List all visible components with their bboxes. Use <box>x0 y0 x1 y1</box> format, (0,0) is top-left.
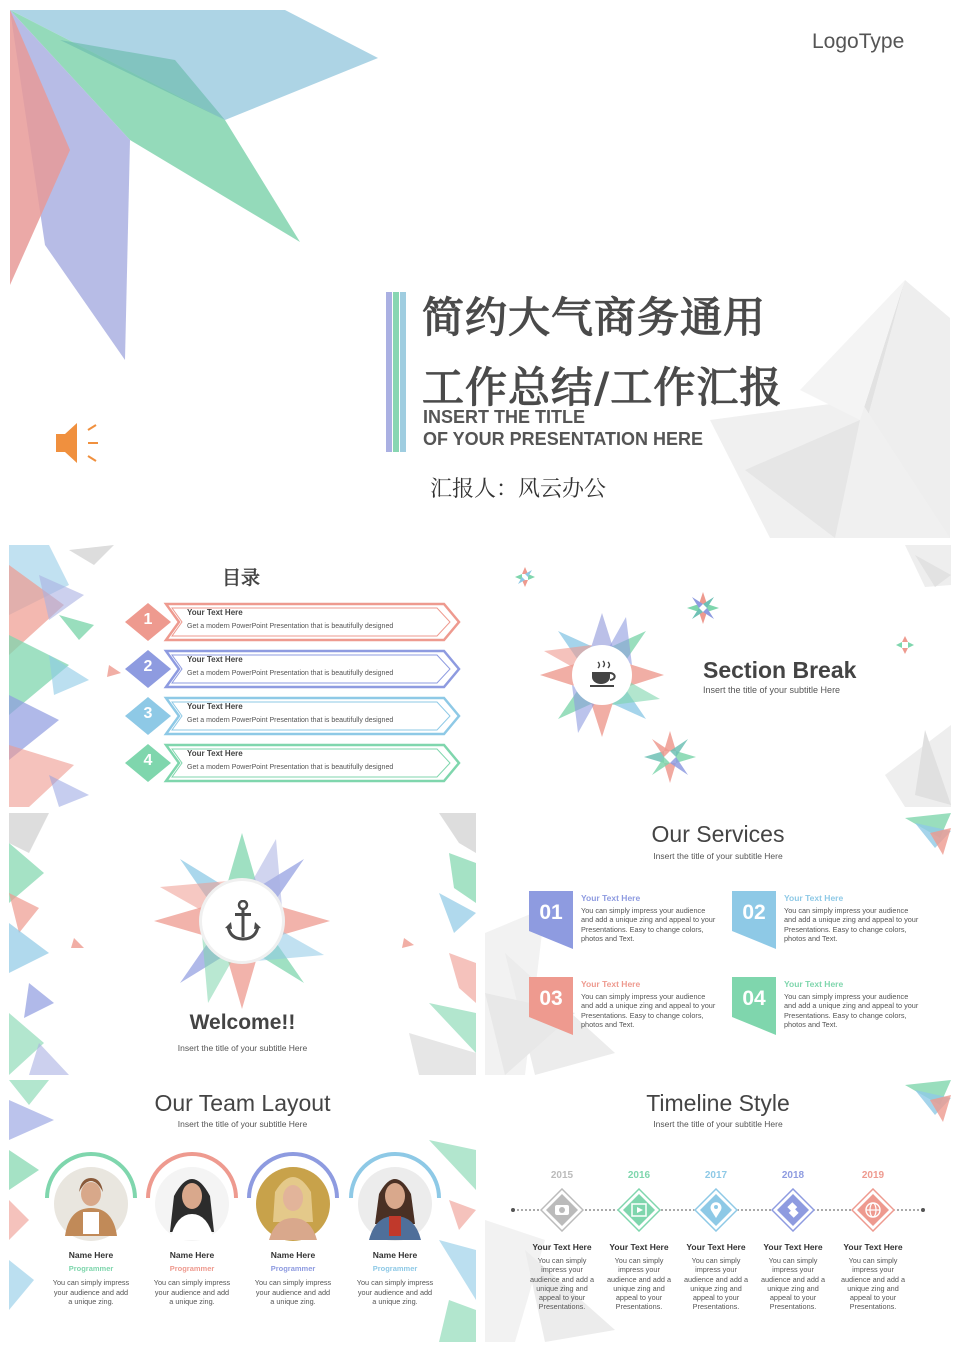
globe-icon <box>851 1188 895 1232</box>
cover-reporter: 汇报人：风云办公 <box>430 477 607 502</box>
cover-subtitle-line-1: INSERT THE TITLE <box>423 407 585 427</box>
service-number: 03 <box>539 987 563 1010</box>
timeline-title: Timeline Style <box>646 1090 790 1116</box>
member-name: Name Here <box>169 1250 215 1260</box>
service-heading: Your Text Here <box>784 893 844 903</box>
cover-title-line-2: 工作总结/工作汇报 <box>422 363 783 412</box>
avatar <box>347 1152 443 1248</box>
timeline-heading: Your Text Here <box>843 1242 903 1252</box>
service-heading: Your Text Here <box>784 979 844 989</box>
toc-number: 3 <box>143 705 153 722</box>
timeline-item <box>522 1168 602 1338</box>
team-member <box>245 1152 341 1342</box>
service-heading: Your Text Here <box>581 979 641 989</box>
timeline-year: 2017 <box>704 1170 728 1181</box>
member-desc: You can simply impress your audience and add a unique zing. <box>356 1278 434 1306</box>
services-slide <box>485 813 951 1075</box>
video-icon <box>617 1188 661 1232</box>
team-subtitle: Insert the title of your subtitle Here <box>177 1119 308 1129</box>
toc-item-desc: Get a modern PowerPoint Presentation that is beautifully designed <box>187 764 394 771</box>
service-card <box>732 891 922 961</box>
accent-bar-green <box>393 292 399 452</box>
team-member <box>43 1152 139 1342</box>
toc-item-title: Your Text Here <box>187 749 243 758</box>
team-slide <box>9 1080 476 1342</box>
team-member <box>144 1152 240 1342</box>
section-break-title: Section Break <box>703 657 857 683</box>
toc-item[interactable] <box>124 602 464 642</box>
toc-number: 4 <box>143 752 153 769</box>
member-desc: You can simply impress your audience and add a unique zing. <box>153 1278 231 1306</box>
service-number: 02 <box>742 901 766 924</box>
member-role: Programmer <box>68 1264 114 1273</box>
cover-slide <box>0 0 960 540</box>
team-member <box>347 1152 443 1342</box>
team-title: Our Team Layout <box>154 1090 331 1116</box>
timeline-desc: You can simply impress your audience and add a unique zing and appeal to your Presentations. <box>760 1256 826 1312</box>
logo-text: LogoType <box>812 30 905 53</box>
member-desc: You can simply impress your audience and add a unique zing. <box>254 1278 332 1306</box>
member-desc: You can simply impress your audience and add a unique zing. <box>52 1278 130 1306</box>
toc-number: 2 <box>143 658 153 675</box>
toc-item[interactable] <box>124 649 464 689</box>
toc-slide <box>9 545 476 807</box>
toc-item-desc: Get a modern PowerPoint Presentation that is beautifully designed <box>187 670 394 677</box>
timeline-desc: You can simply impress your audience and add a unique zing and appeal to your Presentations. <box>529 1256 595 1312</box>
services-subtitle: Insert the title of your subtitle Here <box>653 851 783 861</box>
service-number: 01 <box>539 901 563 924</box>
timeline-desc: You can simply impress your audience and add a unique zing and appeal to your Presentations. <box>840 1256 906 1312</box>
member-name: Name Here <box>372 1250 418 1260</box>
section-break-slide <box>485 545 951 807</box>
service-text: You can simply impress your audience and add a unique zing and appeal to your Presentations. Easy to change colors, photos and Text. <box>581 906 716 943</box>
toc-item-desc: Get a modern PowerPoint Presentation that is beautifully designed <box>187 717 394 724</box>
service-heading: Your Text Here <box>581 893 641 903</box>
avatar <box>144 1152 240 1248</box>
service-number: 04 <box>742 987 766 1010</box>
timeline-item <box>676 1168 756 1338</box>
welcome-subtitle: Insert the title of your subtitle Here <box>177 1043 308 1053</box>
member-name: Name Here <box>270 1250 316 1260</box>
camera-icon <box>540 1188 584 1232</box>
member-role: Programmer <box>169 1264 215 1273</box>
timeline-year: 2018 <box>781 1170 805 1181</box>
service-card <box>529 977 719 1047</box>
toc-item-desc: Get a modern PowerPoint Presentation that is beautifully designed <box>187 623 394 630</box>
toc-item[interactable] <box>124 743 464 783</box>
location-pin-icon <box>694 1188 738 1232</box>
cover-title-line-1: 简约大气商务通用 <box>422 293 767 342</box>
timeline-year: 2015 <box>550 1170 574 1181</box>
avatar <box>245 1152 341 1248</box>
services-title: Our Services <box>651 821 785 847</box>
timeline-slide <box>485 1080 951 1342</box>
service-text: You can simply impress your audience and add a unique zing and appeal to your Presentations. Easy to change colors, photos and Text. <box>784 992 919 1029</box>
service-card <box>529 891 719 961</box>
welcome-decoration <box>9 813 476 1075</box>
timeline-heading: Your Text Here <box>609 1242 669 1252</box>
timeline-heading: Your Text Here <box>763 1242 823 1252</box>
timeline-year: 2016 <box>627 1170 651 1181</box>
member-role: Programmer <box>270 1264 316 1273</box>
avatar <box>43 1152 139 1248</box>
timeline-item <box>833 1168 913 1338</box>
welcome-slide <box>9 813 476 1075</box>
accent-bar-blue <box>386 292 392 452</box>
timeline-heading: Your Text Here <box>532 1242 592 1252</box>
toc-item[interactable] <box>124 696 464 736</box>
toc-item-title: Your Text Here <box>187 702 243 711</box>
timeline-item <box>599 1168 679 1338</box>
coffee-cup-icon <box>588 659 618 689</box>
member-name: Name Here <box>68 1250 114 1260</box>
timeline-year: 2019 <box>861 1170 885 1181</box>
timeline-desc: You can simply impress your audience and add a unique zing and appeal to your Presentations. <box>606 1256 672 1312</box>
service-text: You can simply impress your audience and add a unique zing and appeal to your Presentations. Easy to change colors, photos and Text. <box>784 906 919 943</box>
accent-bar-cyan <box>400 292 406 452</box>
toc-number: 1 <box>143 611 153 628</box>
service-text: You can simply impress your audience and add a unique zing and appeal to your Presentations. Easy to change colors, photos and Text. <box>581 992 716 1029</box>
cover-decoration <box>0 0 960 540</box>
toc-heading: 目录 <box>222 567 261 589</box>
timeline-item <box>753 1168 833 1338</box>
cover-subtitle-line-2: OF YOUR PRESENTATION HERE <box>423 429 704 449</box>
speaker-icon[interactable] <box>52 420 102 466</box>
timeline-desc: You can simply impress your audience and add a unique zing and appeal to your Presentations. <box>683 1256 749 1312</box>
toc-item-title: Your Text Here <box>187 608 243 617</box>
toc-item-title: Your Text Here <box>187 655 243 664</box>
anchor-icon <box>225 900 261 942</box>
puzzle-icon <box>771 1188 815 1232</box>
timeline-subtitle: Insert the title of your subtitle Here <box>653 1119 783 1129</box>
welcome-title: Welcome!! <box>189 1011 296 1034</box>
section-break-subtitle: Insert the title of your subtitle Here <box>703 685 841 695</box>
timeline-heading: Your Text Here <box>686 1242 746 1252</box>
service-card <box>732 977 922 1047</box>
member-role: Programmer <box>372 1264 418 1273</box>
